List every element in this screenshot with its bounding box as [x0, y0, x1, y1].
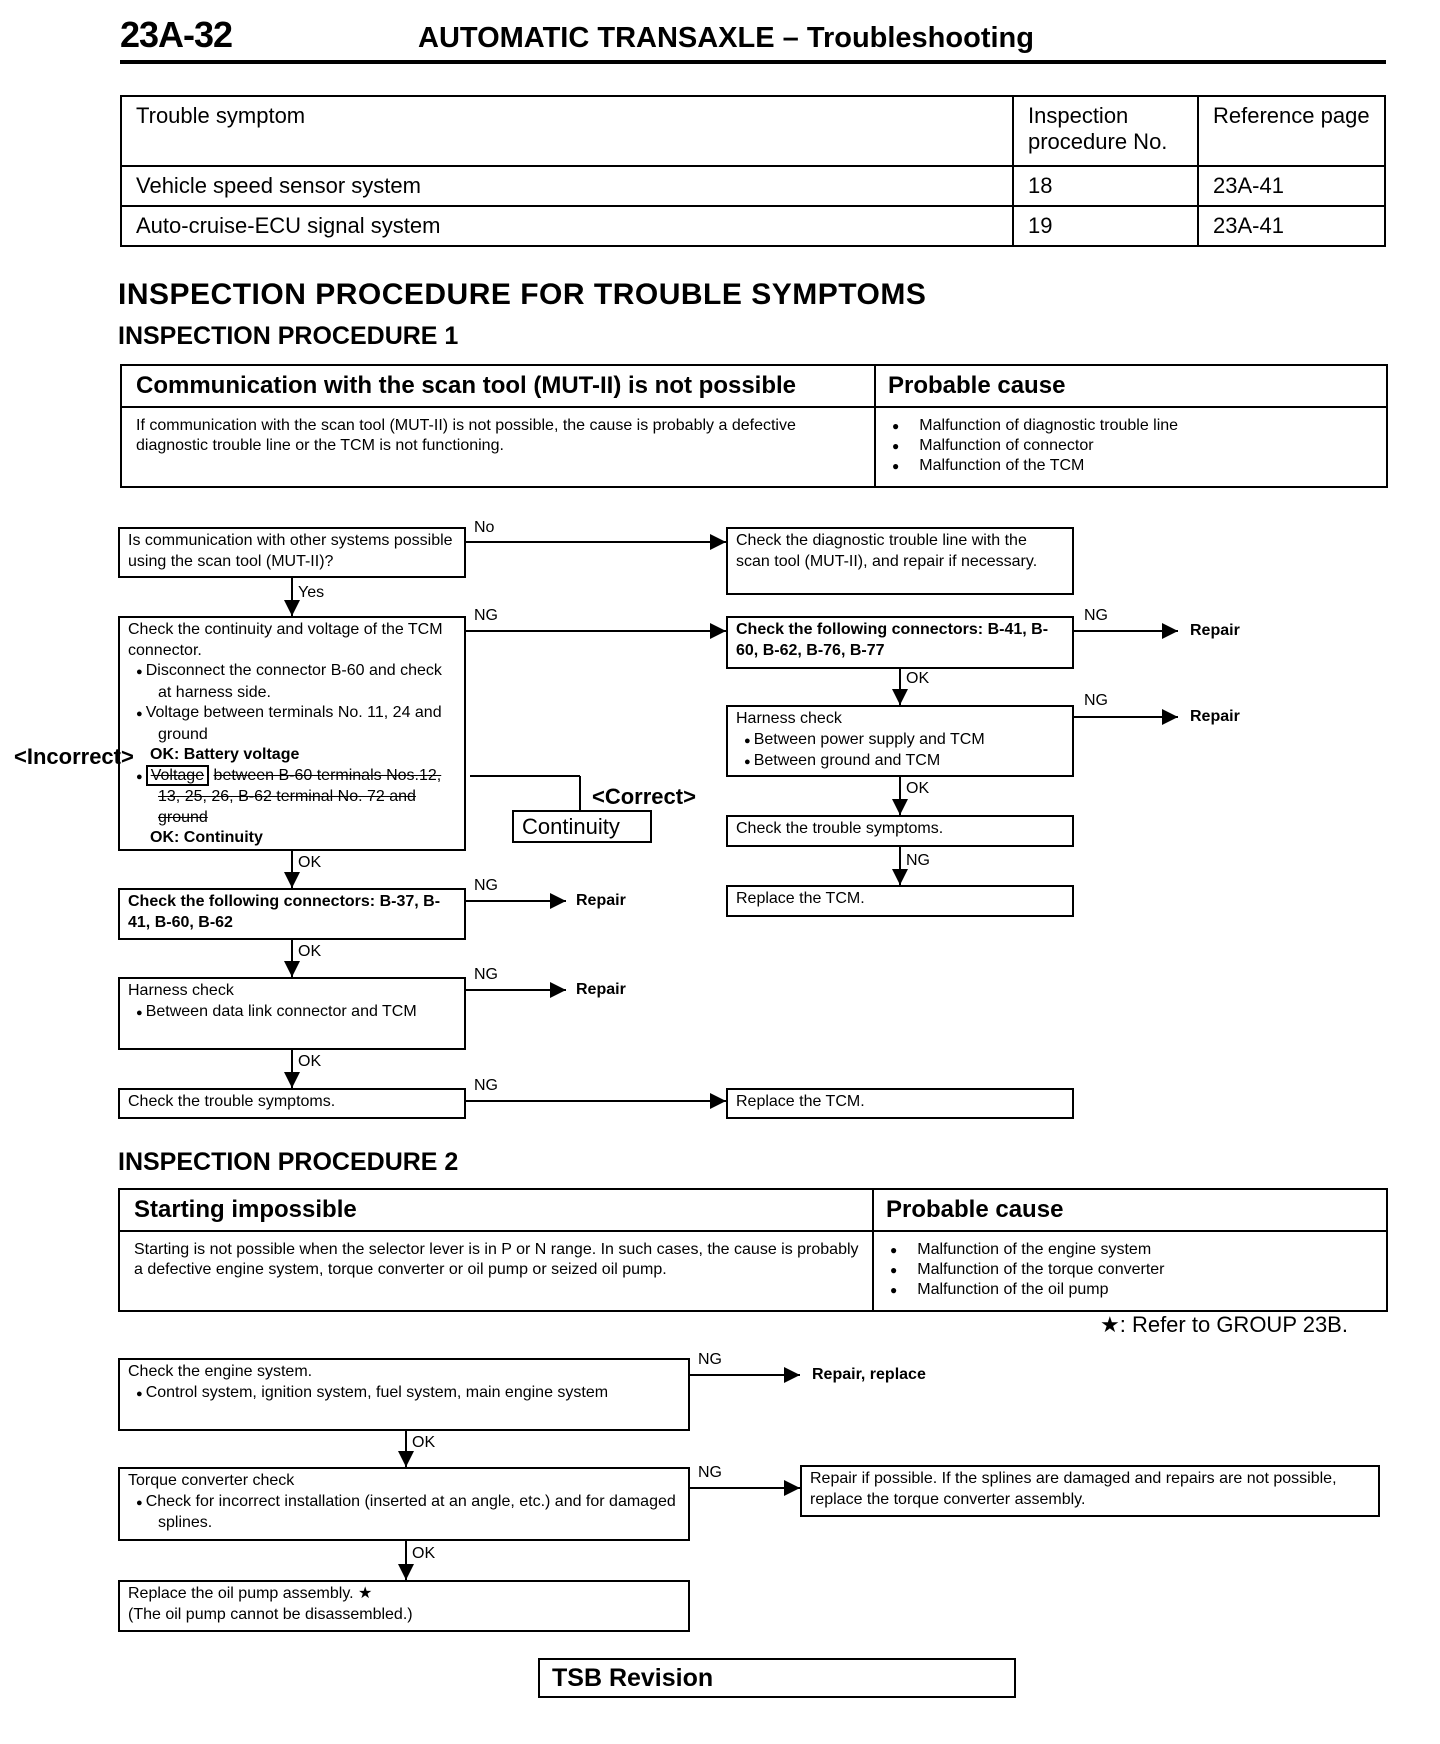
correction-box: Continuity — [512, 810, 652, 843]
flow-text: Check the trouble symptoms. — [736, 820, 944, 837]
flow-bullet: ● Between ground and TCM — [736, 751, 1064, 773]
procedure-2-title: Starting impossible — [134, 1196, 357, 1223]
flow-text: Repair if possible. If the splines are damaged and repairs are not possible, replace the torque converter assembly. — [810, 1470, 1337, 1508]
flow-text: Check the following connectors: B-41, B-60, B-62, B-76, B-77 — [736, 621, 1049, 659]
ng-label: NG — [1084, 692, 1108, 709]
reference-note: ★: Refer to GROUP 23B. — [1100, 1312, 1348, 1337]
incorrect-label: <Incorrect> — [14, 744, 134, 769]
correct-label: <Correct> — [592, 784, 696, 809]
harness-check-box — [118, 977, 466, 1050]
flow-box — [118, 1088, 466, 1119]
list-item: ● Malfunction of connector — [888, 436, 1178, 456]
flow-text: (The oil pump cannot be disassembled.) — [128, 1605, 413, 1623]
table-header-cell: Inspection procedure No. — [1013, 96, 1198, 166]
ok-label: OK — [298, 854, 322, 871]
ng-label: NG — [1084, 607, 1108, 624]
table-header-cell: Trouble symptom — [121, 96, 1013, 166]
flow-text: Check the diagnostic trouble line with the scan tool (MUT-II), and repair if necessary. — [736, 532, 1038, 570]
repair-label: Repair — [576, 981, 626, 998]
ok-label: OK — [412, 1434, 436, 1451]
probable-cause-title: Probable cause — [888, 372, 1066, 399]
ok-label: OK — [412, 1545, 436, 1562]
table-cell: 18 — [1013, 166, 1198, 206]
no-label: No — [474, 519, 495, 536]
flow-text: Harness check — [128, 982, 234, 999]
ng-label: NG — [474, 607, 498, 624]
flow-text: Replace the oil pump assembly. ★ — [128, 1585, 373, 1602]
flow-text: Replace the TCM. — [736, 890, 865, 907]
flow-bullet: ● Disconnect the connector B-60 and check at harness side. — [128, 661, 456, 703]
procedure-1-title: Communication with the scan tool (MUT-II) is not possible — [136, 372, 797, 399]
flow-ok-criteria: OK: Battery voltage — [150, 746, 300, 763]
list-item: ● Malfunction of the TCM — [888, 456, 1178, 476]
flow-text: Replace the TCM. — [736, 1093, 865, 1110]
repair-label: Repair — [1190, 622, 1240, 639]
ok-label: OK — [298, 1053, 322, 1070]
tsb-revision-box: TSB Revision — [538, 1658, 1016, 1698]
ng-label: NG — [906, 852, 930, 869]
flow-box — [726, 1088, 1074, 1119]
repair-label: Repair — [576, 892, 626, 909]
flow-box — [726, 815, 1074, 847]
page-title: AUTOMATIC TRANSAXLE – Troubleshooting — [418, 22, 1034, 54]
ok-label: OK — [298, 943, 322, 960]
table-cell: 23A-41 — [1198, 206, 1385, 246]
flow-box — [800, 1465, 1380, 1517]
engine-check-box — [118, 1358, 690, 1431]
ng-label: NG — [474, 877, 498, 894]
struck-text: between B-60 terminals Nos.12, 13, 25, 26, B-62 terminal No. 72 and ground — [158, 766, 442, 826]
flow-text: Is communication with other systems possible using the scan tool (MUT-II)? — [128, 532, 453, 570]
flow-box — [118, 888, 466, 940]
table-header-cell: Reference page — [1198, 96, 1385, 166]
flow-bullet: ● Voltage between terminals No. 11, 24 and ground — [128, 703, 456, 745]
flow-text: Check the trouble symptoms. — [128, 1093, 336, 1110]
flow-bullet: ● Between data link connector and TCM — [128, 1002, 456, 1024]
ok-label: OK — [906, 670, 930, 687]
flow-box — [726, 616, 1074, 669]
flow-box — [726, 527, 1074, 595]
flow-bullet — [128, 766, 456, 829]
torque-converter-check-box — [118, 1467, 690, 1541]
flow-bullet: ● Check for incorrect installation (inserted at an angle, etc.) and for damaged splines. — [128, 1492, 680, 1534]
flow-bullet: ● Control system, ignition system, fuel system, main engine system — [128, 1383, 680, 1405]
repair-label: Repair — [1190, 708, 1240, 725]
yes-label: Yes — [298, 584, 325, 601]
flow-question-box — [118, 527, 466, 578]
table-cell: 23A-41 — [1198, 166, 1385, 206]
procedure-2-heading: INSPECTION PROCEDURE 2 — [118, 1148, 459, 1176]
procedure-1-heading: INSPECTION PROCEDURE 1 — [118, 322, 459, 350]
list-item: ● Malfunction of diagnostic trouble line — [888, 416, 1178, 436]
page-number: 23A-32 — [120, 14, 233, 55]
flow-text: Check the engine system. — [128, 1363, 313, 1380]
flow-text: Check the following connectors: B-37, B-41, B-60, B-62 — [128, 893, 441, 931]
table-cell: Vehicle speed sensor system — [121, 166, 1013, 206]
harness-check-box — [726, 705, 1074, 777]
probable-cause-title: Probable cause — [886, 1196, 1064, 1223]
ng-label: NG — [474, 966, 498, 983]
ng-label: NG — [698, 1351, 722, 1368]
flow-text: Check the continuity and voltage of the TCM connector. — [128, 621, 443, 659]
main-heading: INSPECTION PROCEDURE FOR TROUBLE SYMPTOMS — [118, 278, 927, 311]
list-item: ● Malfunction of the engine system — [886, 1240, 1165, 1260]
probable-cause-list — [886, 1240, 1165, 1300]
procedure-2-description: Starting is not possible when the selector lever is in P or N range. In such cases, the cause is probably a defective engine system, torque converter or oil pump or seized oil pump. — [134, 1241, 859, 1278]
flow-bullet: ● Between power supply and TCM — [736, 730, 1064, 752]
procedure-2-box — [118, 1188, 1388, 1312]
table-cell: Auto-cruise-ECU signal system — [121, 206, 1013, 246]
list-item: ● Malfunction of the torque converter — [886, 1260, 1165, 1280]
ng-label: NG — [698, 1464, 722, 1481]
flow-text: Harness check — [736, 710, 842, 727]
flow-box — [726, 885, 1074, 917]
row-divider — [120, 1230, 1386, 1232]
repair-replace-label: Repair, replace — [812, 1366, 926, 1383]
oil-pump-box — [118, 1580, 690, 1632]
list-item: ● Malfunction of the oil pump — [886, 1280, 1165, 1300]
flow-text: Torque converter check — [128, 1472, 295, 1489]
procedure-1-description: If communication with the scan tool (MUT-II) is not possible, the cause is probably a defective diagnostic trouble line or the TCM is not functioning. — [136, 417, 796, 454]
struck-text: Voltage — [146, 765, 209, 786]
flow-ok-criteria: OK: Continuity — [150, 829, 263, 846]
ok-label: OK — [906, 780, 930, 797]
tcm-connector-check-box — [118, 616, 466, 851]
ng-label: NG — [474, 1077, 498, 1094]
table-cell: 19 — [1013, 206, 1198, 246]
